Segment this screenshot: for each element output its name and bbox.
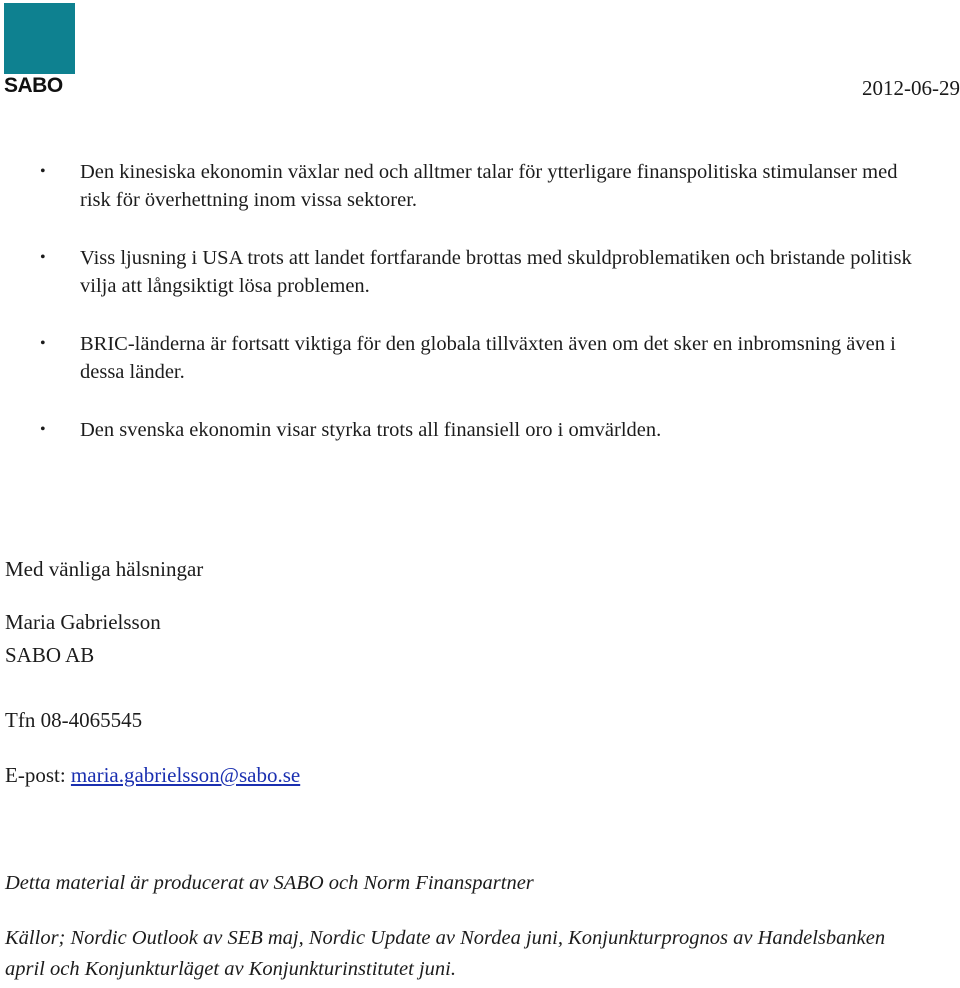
bullet-icon: • <box>40 335 46 352</box>
email-line <box>5 763 300 788</box>
email-label: E-post: <box>5 763 71 787</box>
bullet-text: Den kinesiska ekonomin växlar ned och alltmer talar för ytterligare finanspolitiska stimulanser med risk för överhettning inom vissa sektorer. <box>80 161 898 211</box>
bullet-item <box>40 244 930 300</box>
producer-note: Detta material är producerat av SABO och Norm Finanspartner <box>5 872 534 894</box>
document-date: 2012-06-29 <box>862 76 960 100</box>
phone-number: Tfn 08-4065545 <box>5 708 143 732</box>
bullet-item <box>40 330 930 386</box>
sources-note: Källor; Nordic Outlook av SEB maj, Nordic Update av Nordea juni, Konjunkturprognos av Handelsbanken april och Konjunkturläget av Konjunkturinstitutet juni. <box>5 927 886 980</box>
greeting: Med vänliga hälsningar <box>5 557 204 581</box>
email-link[interactable]: maria.gabrielsson@sabo.se <box>70 763 301 787</box>
bullet-item <box>40 416 930 444</box>
logo-text: SABO <box>4 74 63 97</box>
logo-square <box>4 3 75 74</box>
bullet-list <box>40 158 930 474</box>
bullet-text: Den svenska ekonomin visar styrka trots all finansiell oro i omvärlden. <box>80 419 662 441</box>
signer-company: SABO AB <box>5 643 95 667</box>
bullet-text: Viss ljusning i USA trots att landet fortfarande brottas med skuldproblematiken och bristande politisk vilja att långsiktigt lösa problemen. <box>80 247 912 297</box>
bullet-text: BRIC-länderna är fortsatt viktiga för den globala tillväxten även om det sker en inbromsning även i dessa länder. <box>80 333 896 383</box>
bullet-icon: • <box>40 421 46 438</box>
bullet-icon: • <box>40 163 46 180</box>
bullet-icon: • <box>40 249 46 266</box>
sabo-logo <box>4 3 76 97</box>
bullet-item <box>40 158 930 214</box>
signer-name: Maria Gabrielsson <box>5 610 161 634</box>
